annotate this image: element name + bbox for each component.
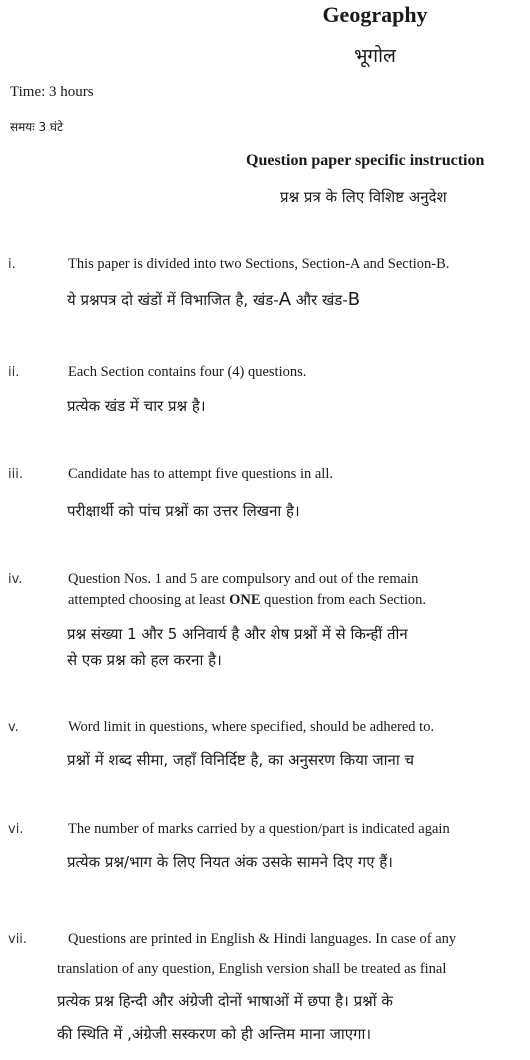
instruction-text-hi: प्रत्येक खंड में चार प्रश्न है। [67, 397, 206, 415]
instruction-text-hi: प्रत्येक प्रश्न/भाग के लिए नियत अंक उसके सामने दिए गए हैं। [67, 853, 393, 871]
instruction-number: iii. [8, 467, 23, 482]
instruction-text-en: This paper is divided into two Sections, Section-A and Section-B. [68, 256, 450, 272]
page-title: Geography [322, 2, 428, 27]
emphasis-one: ONE [229, 592, 261, 608]
instruction-text-hi: प्रश्नों में शब्द सीमा, जहाँ विनिर्दिष्ट है, का अनुसरण किया जाना च [67, 751, 415, 769]
instruction-number: vii. [8, 932, 28, 947]
time-allowed: Time: 3 hours [10, 84, 94, 100]
instruction-text-hi-line1: प्रश्न संख्या 1 और 5 अनिवार्य है और शेष प्रश्नों में से किन्हीं तीन [67, 625, 408, 643]
instruction-number: v. [8, 720, 19, 735]
instruction-text-en-line2 [68, 592, 426, 609]
instruction-number: iv. [8, 572, 23, 587]
instruction-text-hi [67, 289, 360, 310]
instruction-text-part: attempted choosing at least [68, 592, 230, 608]
instruction-text-en: Word limit in questions, where specified, should be adhered to. [68, 719, 435, 735]
instruction-text-part: question from each Section. [260, 592, 426, 608]
instruction-text-en: The number of marks carried by a question/part is indicated again [68, 821, 450, 837]
page-title-hindi: भूगोल [354, 45, 396, 67]
instruction-text-hi-part: ये प्रश्नपत्र दो खंडों में विभाजित है, खंड- [67, 291, 279, 309]
instruction-text-hi-part: और खंड- [291, 291, 348, 309]
instruction-text-hi: परीक्षार्थी को पांच प्रश्नों का उत्तर लिखना है। [67, 502, 300, 520]
instruction-text-en: Candidate has to attempt five questions in all. [68, 466, 333, 482]
instructions-heading: Question paper specific instruction [246, 152, 485, 169]
section-a-label: A [278, 289, 292, 310]
instruction-text-hi-line1: प्रत्येक प्रश्न हिन्दी और अंग्रेजी दोनों भाषाओं में छपा है। प्रश्नों के [57, 992, 393, 1010]
instruction-text-en-line1: Question Nos. 1 and 5 are compulsory and out of the remain [68, 571, 419, 587]
time-allowed-hindi: समयः 3 घंटे [10, 120, 64, 134]
section-b-label: B [347, 289, 361, 310]
instruction-number: ii. [8, 365, 20, 380]
instructions-heading-hindi: प्रश्न प्रत्र के लिए विशिष्ट अनुदेश [280, 188, 447, 206]
instruction-text-hi-line2: की स्थिति में ,अंग्रेजी सस्करण को ही अन्तिम माना जाएगा। [57, 1025, 372, 1043]
instruction-text-en-line2: translation of any question, English version shall be treated as final [57, 961, 447, 977]
instruction-text-hi-line2: से एक प्रश्न को हल करना है। [67, 651, 222, 669]
instruction-text-en: Each Section contains four (4) questions. [68, 364, 307, 380]
instruction-number: i. [8, 257, 16, 272]
instruction-number: vi. [8, 822, 24, 837]
instruction-text-en-line1: Questions are printed in English & Hindi languages. In case of any [68, 931, 457, 947]
